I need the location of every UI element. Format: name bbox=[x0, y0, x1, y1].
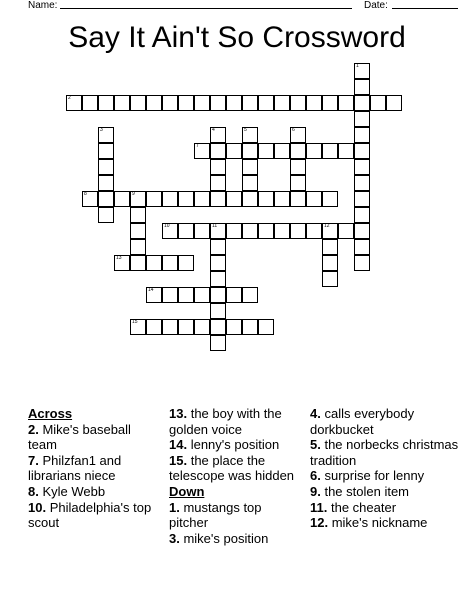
crossword-cell[interactable] bbox=[130, 239, 146, 255]
crossword-cell[interactable] bbox=[322, 239, 338, 255]
crossword-cell[interactable] bbox=[66, 95, 82, 111]
crossword-cell[interactable] bbox=[146, 287, 162, 303]
crossword-cell[interactable] bbox=[98, 159, 114, 175]
crossword-cell[interactable] bbox=[210, 287, 226, 303]
crossword-cell[interactable] bbox=[242, 143, 258, 159]
crossword-cell[interactable] bbox=[354, 207, 370, 223]
crossword-cell[interactable] bbox=[226, 95, 242, 111]
crossword-cell[interactable] bbox=[130, 207, 146, 223]
crossword-cell[interactable] bbox=[274, 95, 290, 111]
crossword-cell[interactable] bbox=[178, 191, 194, 207]
crossword-cell[interactable] bbox=[242, 287, 258, 303]
crossword-cell[interactable] bbox=[290, 175, 306, 191]
clue-number: 9 bbox=[132, 191, 135, 197]
clue-down-12: 12. mike's nickname bbox=[310, 515, 428, 531]
crossword-cell[interactable] bbox=[322, 223, 338, 239]
crossword-cell[interactable] bbox=[354, 63, 370, 79]
crossword-cell[interactable] bbox=[306, 95, 322, 111]
crossword-cell[interactable] bbox=[210, 255, 226, 271]
crossword-cell[interactable] bbox=[338, 143, 354, 159]
clues-column-3 bbox=[310, 406, 460, 531]
crossword-cell[interactable] bbox=[354, 255, 370, 271]
clue-down-6: 6. surprise for lenny bbox=[310, 468, 425, 484]
crossword-cell[interactable] bbox=[290, 127, 306, 143]
clue-across-15: 15. the place the telescope was hidden bbox=[169, 452, 295, 484]
crossword-cell[interactable] bbox=[98, 175, 114, 191]
clue-number: 7 bbox=[196, 143, 199, 149]
crossword-cell[interactable] bbox=[146, 95, 162, 111]
clue-across-2: 2. Mike's baseball team bbox=[28, 421, 131, 453]
crossword-cell[interactable] bbox=[258, 95, 274, 111]
crossword-cell[interactable] bbox=[162, 255, 178, 271]
clue-number: 8 bbox=[84, 191, 87, 197]
crossword-cell[interactable] bbox=[98, 143, 114, 159]
crossword-cell[interactable] bbox=[146, 191, 162, 207]
crossword-cell[interactable] bbox=[194, 95, 210, 111]
crossword-cell[interactable] bbox=[178, 287, 194, 303]
crossword-cell[interactable] bbox=[210, 271, 226, 287]
crossword-cell[interactable] bbox=[114, 95, 130, 111]
crossword-cell[interactable] bbox=[178, 223, 194, 239]
crossword-cell[interactable] bbox=[258, 191, 274, 207]
crossword-cell[interactable] bbox=[210, 127, 226, 143]
clue-number: 11 bbox=[212, 223, 218, 229]
crossword-cell[interactable] bbox=[258, 319, 274, 335]
crossword-cell[interactable] bbox=[210, 191, 226, 207]
crossword-cell[interactable] bbox=[242, 191, 258, 207]
clue-down-5: 5. the norbecks christmas tradition bbox=[310, 437, 459, 468]
crossword-cell[interactable] bbox=[210, 319, 226, 335]
crossword-cell[interactable] bbox=[370, 95, 386, 111]
clue-down-3: 3. mike's position bbox=[169, 530, 269, 546]
crossword-cell[interactable] bbox=[162, 319, 178, 335]
crossword-cell[interactable] bbox=[210, 239, 226, 255]
date-label: Date: bbox=[364, 0, 388, 11]
crossword-cell[interactable] bbox=[130, 95, 146, 111]
crossword-cell[interactable] bbox=[98, 95, 114, 111]
crossword-cell[interactable] bbox=[226, 191, 242, 207]
crossword-cell[interactable] bbox=[178, 255, 194, 271]
crossword-cell[interactable] bbox=[162, 287, 178, 303]
crossword-cell[interactable] bbox=[226, 287, 242, 303]
clue-number: 14 bbox=[148, 287, 154, 293]
clue-number: 15 bbox=[132, 319, 138, 325]
crossword-cell[interactable] bbox=[210, 303, 226, 319]
crossword-cell[interactable] bbox=[386, 95, 402, 111]
crossword-cell[interactable] bbox=[210, 335, 226, 351]
clue-down-9: 9. the stolen item bbox=[310, 483, 410, 499]
crossword-cell[interactable] bbox=[322, 143, 338, 159]
crossword-cell[interactable] bbox=[322, 271, 338, 287]
crossword-cell[interactable] bbox=[290, 159, 306, 175]
clue-number: 2 bbox=[68, 95, 71, 101]
crossword-cell[interactable] bbox=[338, 95, 354, 111]
crossword-cell[interactable] bbox=[322, 255, 338, 271]
crossword-cell[interactable] bbox=[210, 159, 226, 175]
crossword-cell[interactable] bbox=[178, 95, 194, 111]
crossword-cell[interactable] bbox=[274, 143, 290, 159]
clue-across-7: 7. Philzfan1 and librarians niece bbox=[28, 452, 122, 484]
crossword-cell[interactable] bbox=[258, 223, 274, 239]
crossword-cell[interactable] bbox=[290, 95, 306, 111]
crossword-cell[interactable] bbox=[354, 159, 370, 175]
down-heading: Down bbox=[169, 483, 205, 499]
crossword-cell[interactable] bbox=[242, 127, 258, 143]
crossword-cell[interactable] bbox=[210, 95, 226, 111]
crossword-cell[interactable] bbox=[210, 175, 226, 191]
clue-down-11: 11. the cheater bbox=[310, 499, 397, 515]
crossword-cell[interactable] bbox=[162, 223, 178, 239]
clue-number: 3 bbox=[100, 127, 103, 133]
crossword-cell[interactable] bbox=[274, 191, 290, 207]
name-label: Name: bbox=[28, 0, 58, 11]
clue-number: 12 bbox=[324, 223, 330, 229]
clue-number: 13 bbox=[116, 255, 122, 261]
crossword-cell[interactable] bbox=[162, 191, 178, 207]
crossword-cell[interactable] bbox=[98, 127, 114, 143]
crossword-cell[interactable] bbox=[226, 143, 242, 159]
clue-number: 4 bbox=[212, 127, 215, 133]
crossword-cell[interactable] bbox=[98, 191, 114, 207]
crossword-cell[interactable] bbox=[306, 223, 322, 239]
crossword-cell[interactable] bbox=[290, 223, 306, 239]
clue-down-4: 4. calls everybody dorkbucket bbox=[310, 406, 415, 437]
crossword-cell[interactable] bbox=[82, 191, 98, 207]
crossword-cell[interactable] bbox=[194, 287, 210, 303]
crossword-cell[interactable] bbox=[194, 143, 210, 159]
crossword-cell[interactable] bbox=[242, 95, 258, 111]
clue-across-8: 8. Kyle Webb bbox=[28, 483, 106, 499]
crossword-cell[interactable] bbox=[114, 191, 130, 207]
clue-across-10: 10. Philadelphia's top scout bbox=[28, 499, 152, 531]
crossword-cell[interactable] bbox=[290, 143, 306, 159]
crossword-cell[interactable] bbox=[322, 191, 338, 207]
crossword-cell[interactable] bbox=[226, 223, 242, 239]
crossword-cell[interactable] bbox=[98, 207, 114, 223]
crossword-cell[interactable] bbox=[354, 175, 370, 191]
crossword-cell[interactable] bbox=[354, 239, 370, 255]
crossword-cell[interactable] bbox=[306, 143, 322, 159]
crossword-cell[interactable] bbox=[146, 319, 162, 335]
crossword-cell[interactable] bbox=[258, 143, 274, 159]
clue-across-13: 13. the boy with the golden voice bbox=[169, 406, 282, 437]
crossword-cell[interactable] bbox=[178, 319, 194, 335]
crossword-cell[interactable] bbox=[226, 319, 242, 335]
crossword-cell[interactable] bbox=[274, 223, 290, 239]
crossword-cell[interactable] bbox=[146, 255, 162, 271]
crossword-cell[interactable] bbox=[162, 95, 178, 111]
crossword-cell[interactable] bbox=[130, 191, 146, 207]
crossword-cell[interactable] bbox=[194, 223, 210, 239]
crossword-cell[interactable] bbox=[354, 191, 370, 207]
crossword-cell[interactable] bbox=[354, 111, 370, 127]
crossword-cell[interactable] bbox=[354, 95, 370, 111]
crossword-cell[interactable] bbox=[338, 223, 354, 239]
crossword-cell[interactable] bbox=[82, 95, 98, 111]
clue-across-14: 14. lenny's position bbox=[169, 437, 280, 453]
across-heading: Across bbox=[28, 406, 73, 421]
clue-number: 5 bbox=[244, 127, 247, 133]
clues-column-1 bbox=[28, 406, 160, 531]
crossword-cell[interactable] bbox=[130, 223, 146, 239]
crossword-cell[interactable] bbox=[242, 223, 258, 239]
page-title: Say It Ain't So Crossword bbox=[68, 21, 406, 54]
crossword-cell[interactable] bbox=[322, 95, 338, 111]
clues-column-2 bbox=[169, 406, 304, 546]
crossword-cell[interactable] bbox=[130, 255, 146, 271]
crossword-cell[interactable] bbox=[306, 191, 322, 207]
crossword-cell[interactable] bbox=[242, 175, 258, 191]
clue-number: 10 bbox=[164, 223, 170, 229]
clue-number: 1 bbox=[356, 63, 359, 69]
crossword-cell[interactable] bbox=[194, 191, 210, 207]
crossword-cell[interactable] bbox=[354, 143, 370, 159]
crossword-cell[interactable] bbox=[114, 255, 130, 271]
crossword-cell[interactable] bbox=[210, 143, 226, 159]
clue-down-1: 1. mustangs top pitcher bbox=[169, 499, 262, 531]
crossword-cell[interactable] bbox=[130, 319, 146, 335]
crossword-cell[interactable] bbox=[194, 319, 210, 335]
crossword-cell[interactable] bbox=[242, 159, 258, 175]
crossword-cell[interactable] bbox=[242, 319, 258, 335]
clue-number: 6 bbox=[292, 127, 295, 133]
crossword-cell[interactable] bbox=[290, 191, 306, 207]
crossword-cell[interactable] bbox=[354, 79, 370, 95]
crossword-cell[interactable] bbox=[354, 223, 370, 239]
crossword-cell[interactable] bbox=[210, 223, 226, 239]
crossword-cell[interactable] bbox=[354, 127, 370, 143]
